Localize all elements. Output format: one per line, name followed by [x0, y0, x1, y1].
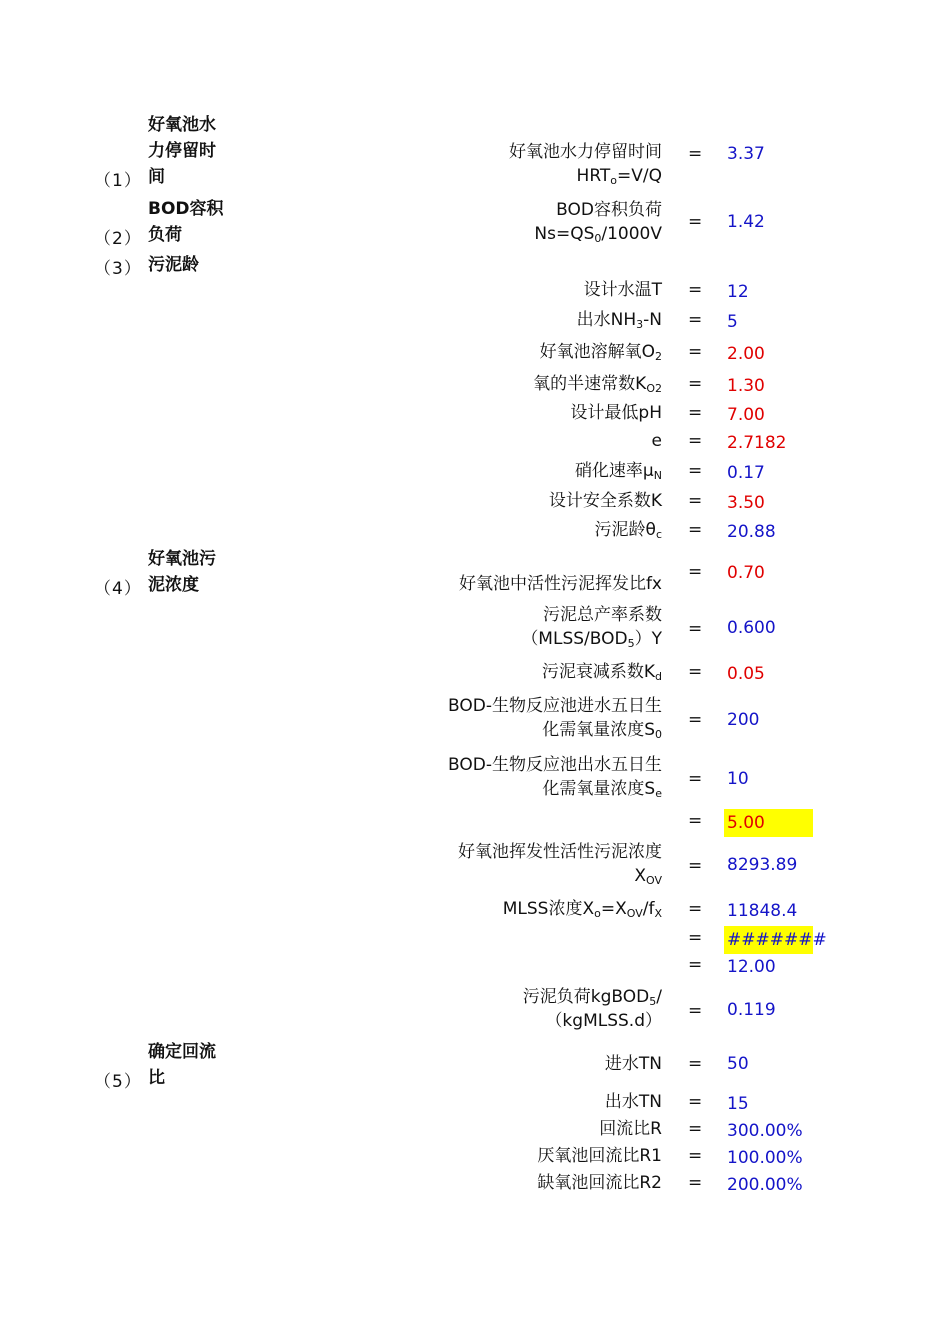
section-1: [0, 112, 950, 190]
equals-sign: =: [688, 431, 703, 451]
value-overflow[interactable]: #######: [724, 926, 813, 954]
value-do[interactable]: 2.00: [727, 344, 765, 364]
section-number: （5）: [94, 1072, 142, 1092]
label-ko2: 氧的半速常数$K_{O2}$: [533, 374, 662, 395]
label-load: [422, 985, 662, 1033]
row-load: [0, 985, 950, 1037]
value-xov[interactable]: 8293.89: [727, 855, 798, 875]
equals-sign: =: [688, 955, 703, 975]
value-hrt[interactable]: 3.37: [727, 144, 765, 164]
value-r1[interactable]: 100.00%: [727, 1148, 803, 1168]
equals-sign: =: [688, 856, 703, 876]
value-fx[interactable]: 0.70: [727, 563, 765, 583]
equals-sign: =: [688, 662, 703, 682]
row-s0: [0, 694, 950, 746]
equals-sign: =: [688, 1092, 703, 1112]
label-line: 好氧池水力停留时间: [509, 142, 662, 162]
label-k: 设计安全系数K: [548, 491, 662, 511]
section-number: （4）: [94, 579, 142, 599]
value-y[interactable]: 0.600: [727, 618, 776, 638]
section-4: [0, 546, 950, 602]
value-mlss[interactable]: 11848.4: [727, 901, 798, 921]
label-temp: 设计水温T: [583, 280, 662, 300]
equals-sign: =: [688, 811, 703, 831]
section-5: [0, 1039, 950, 1091]
section-number: （3）: [94, 259, 142, 279]
label-line: $Ns=QS_0/1000V$: [534, 224, 662, 245]
section-number: （1）: [94, 171, 142, 191]
label-do: 好氧池溶解氧$O_2$: [539, 342, 662, 363]
label-nh3: 出水$NH_3-N$: [576, 310, 662, 331]
value-highlighted[interactable]: 5.00: [724, 809, 813, 837]
label-line: $X_{OV}$: [634, 866, 662, 887]
label-mun: 硝化速率$\mu_N$: [574, 461, 662, 482]
label-r: 回流比R: [599, 1119, 662, 1139]
label-y: [422, 603, 662, 651]
value-temp[interactable]: 12: [727, 282, 749, 302]
row-xov: [0, 840, 950, 892]
equals-sign: =: [688, 928, 703, 948]
value-ph[interactable]: 7.00: [727, 405, 765, 425]
value-kd[interactable]: 0.05: [727, 664, 765, 684]
equals-sign: =: [688, 403, 703, 423]
section-title: BOD容积负荷: [148, 199, 224, 245]
label-s0: [402, 694, 662, 742]
label-se: [402, 753, 662, 801]
equals-sign: =: [688, 710, 703, 730]
value-blank3[interactable]: 12.00: [727, 957, 776, 977]
label-fx: 好氧池中活性污泥挥发比fx: [458, 574, 662, 594]
equals-sign: =: [688, 342, 703, 362]
section-number: （2）: [94, 229, 142, 249]
section-title: 好氧池污泥浓度: [148, 549, 216, 595]
equals-sign: =: [688, 1119, 703, 1139]
equals-sign: =: [688, 899, 703, 919]
value-tnout[interactable]: 15: [727, 1094, 749, 1114]
value-ko2[interactable]: 1.30: [727, 376, 765, 396]
value-ns[interactable]: 1.42: [727, 212, 765, 232]
label-line: BOD容积负荷: [556, 200, 662, 220]
value-mun[interactable]: 0.17: [727, 463, 765, 483]
row-se: [0, 753, 950, 805]
value-e[interactable]: 2.7182: [727, 433, 787, 453]
label-mlss: MLSS浓度$X_o=X_{OV}/f_X$: [502, 899, 662, 920]
label-ph: 设计最低pH: [570, 403, 662, 423]
equals-sign: =: [688, 1054, 703, 1074]
equals-sign: =: [688, 562, 703, 582]
value-k[interactable]: 3.50: [727, 493, 765, 513]
equals-sign: =: [688, 144, 703, 164]
label-line: $HRT_o=V/Q$: [576, 166, 662, 187]
equals-sign: =: [688, 374, 703, 394]
label-line: 化需氧量浓度$S_0$: [542, 720, 662, 741]
equals-sign: =: [688, 310, 703, 330]
value-tnin[interactable]: 50: [727, 1054, 749, 1074]
label-line: BOD-生物反应池出水五日生: [448, 755, 662, 775]
value-r2[interactable]: 200.00%: [727, 1175, 803, 1195]
value-nh3[interactable]: 5: [727, 312, 738, 332]
section-3: [0, 252, 950, 278]
equals-sign: =: [688, 461, 703, 481]
label-xov: [402, 840, 662, 888]
label-thetac: 污泥龄$\theta_c$: [594, 520, 662, 541]
label-line: 污泥负荷kgBOD$_5$/: [522, 987, 662, 1008]
value-s0[interactable]: 200: [727, 710, 760, 730]
label-kd: 污泥衰减系数$K_d$: [541, 662, 662, 683]
value-load[interactable]: 0.119: [727, 1000, 776, 1020]
value-se[interactable]: 10: [727, 769, 749, 789]
section-title: 污泥龄: [148, 255, 199, 275]
equals-sign: =: [688, 1146, 703, 1166]
equals-sign: =: [688, 619, 703, 639]
row-y: [0, 603, 950, 655]
equals-sign: =: [688, 520, 703, 540]
label-line: 污泥总产率系数: [543, 605, 662, 625]
label-r1: 厌氧池回流比R1: [537, 1146, 662, 1166]
label-e: e: [651, 431, 662, 451]
label-tnin: 进水TN: [604, 1054, 662, 1074]
label-line: 好氧池挥发性活性污泥浓度: [458, 842, 662, 862]
equals-sign: =: [688, 491, 703, 511]
label-line: $(MLSS/BOD_5)Y$: [521, 629, 662, 650]
section-2: [0, 196, 950, 248]
equals-sign: =: [688, 1001, 703, 1021]
equals-sign: =: [688, 769, 703, 789]
section-title: 确定回流比: [148, 1042, 216, 1088]
label-hrt: [422, 140, 662, 188]
label-line: 化需氧量浓度$S_e$: [542, 779, 662, 800]
value-thetac[interactable]: 20.88: [727, 522, 776, 542]
label-ns: [422, 198, 662, 246]
label-line: BOD-生物反应池进水五日生: [448, 696, 662, 716]
section-title: 好氧池水力停留时间: [148, 115, 216, 187]
value-r[interactable]: 300.00%: [727, 1121, 803, 1141]
equals-sign: =: [688, 280, 703, 300]
equals-sign: =: [688, 1173, 703, 1193]
label-tnout: 出水TN: [604, 1092, 662, 1112]
equals-sign: =: [688, 212, 703, 232]
label-line: （kgMLSS.d）: [545, 1011, 662, 1031]
label-r2: 缺氧池回流比R2: [537, 1173, 662, 1193]
